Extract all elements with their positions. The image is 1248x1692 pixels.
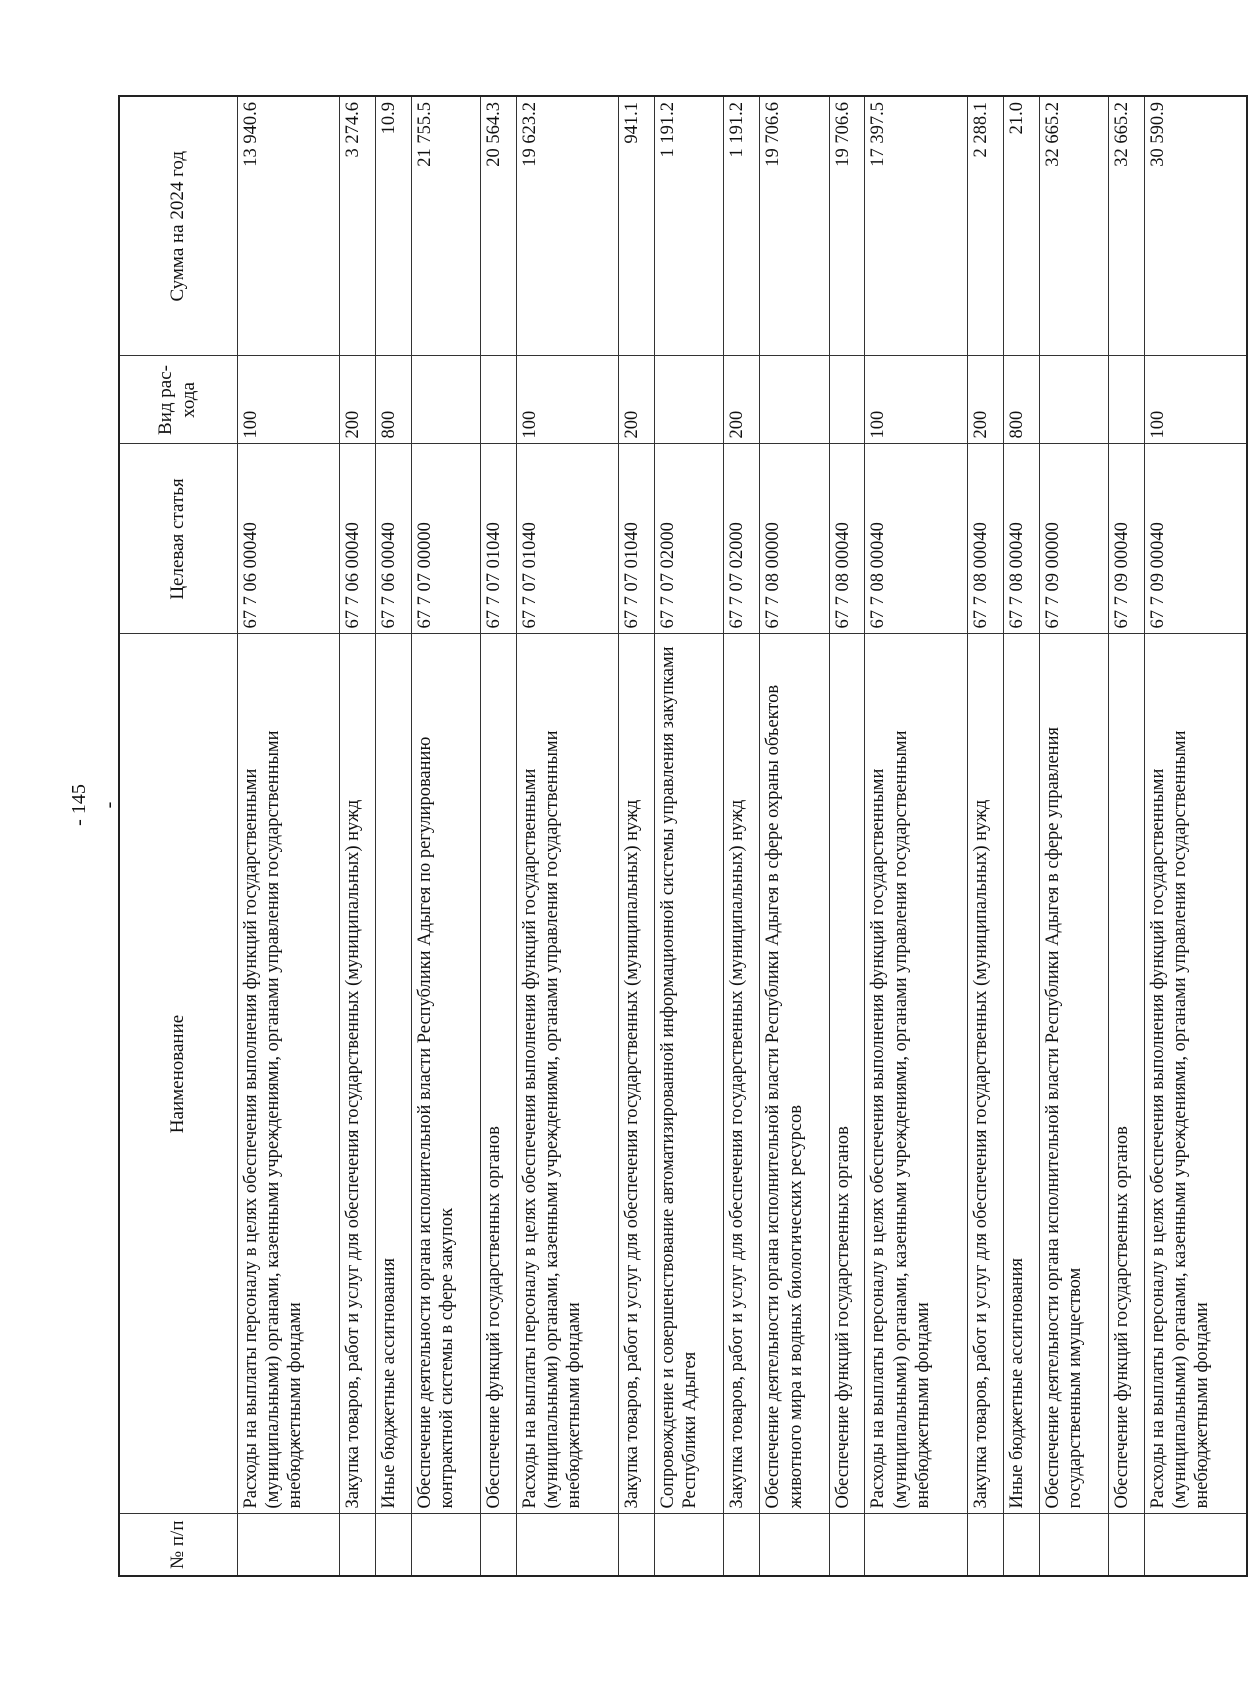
table-row [865,96,968,1576]
row-kind-cell: 100 [1144,356,1247,444]
row-name-cell: Закупка товаров, работ и услуг для обеспечения государственных (муниципальных) нужд [724,634,760,1514]
table-row [480,96,516,1576]
row-kind-cell: 200 [967,356,1003,444]
row-name-cell: Обеспечение функций государственных органов [480,634,516,1514]
row-sum-cell: 19 706.6 [829,96,865,356]
row-name-cell: Обеспечение деятельности органа исполнительной власти Республики Адыгея в сфере охраны объектов животного мира и водных биологических ресурсов [760,634,829,1514]
row-sum-cell: 19 706.6 [760,96,829,356]
row-code-cell: 67 7 08 00000 [760,444,829,634]
row-name-cell: Расходы на выплаты персоналу в целях обеспечения выполнения функций государственными (муниципальными) органами, казенными учреждениями, органами управления государственными внебюджетными фондами [1144,634,1247,1514]
row-num-cell [967,1514,1003,1576]
table-row [1144,96,1247,1576]
row-kind-cell [760,356,829,444]
row-code-cell: 67 7 07 00000 [411,444,480,634]
header-sum: Сумма на 2024 год [119,96,237,356]
row-sum-cell: 1 191.2 [655,96,724,356]
row-num-cell [480,1514,516,1576]
header-num: № п/п [119,1514,237,1576]
table-row [340,96,376,1576]
row-code-cell: 67 7 08 00040 [829,444,865,634]
row-sum-cell: 20 564.3 [480,96,516,356]
row-num-cell [829,1514,865,1576]
row-name-cell: Закупка товаров, работ и услуг для обеспечения государственных (муниципальных) нужд [619,634,655,1514]
table-row [967,96,1003,1576]
row-sum-cell: 17 397.5 [865,96,968,356]
row-sum-cell: 10.9 [375,96,411,356]
row-name-cell: Обеспечение функций государственных органов [829,634,865,1514]
row-name-cell: Сопровождение и совершенствование автоматизированной информационной системы управления закупками Республики Адыгея [655,634,724,1514]
table-row [237,96,340,1576]
table-row [411,96,480,1576]
row-kind-cell [655,356,724,444]
row-num-cell [237,1514,340,1576]
row-sum-cell: 32 665.2 [1108,96,1144,356]
row-kind-cell: 800 [1003,356,1039,444]
header-code: Целевая статья [119,444,237,634]
row-code-cell: 67 7 08 00040 [967,444,1003,634]
row-sum-cell: 941.1 [619,96,655,356]
row-num-cell [340,1514,376,1576]
row-name-cell: Иные бюджетные ассигнования [375,634,411,1514]
row-sum-cell: 21 755.5 [411,96,480,356]
row-code-cell: 67 7 09 00000 [1039,444,1108,634]
header-name: Наименование [119,634,237,1514]
row-kind-cell: 100 [237,356,340,444]
row-name-cell: Иные бюджетные ассигнования [1003,634,1039,1514]
row-sum-cell: 32 665.2 [1039,96,1108,356]
row-kind-cell: 200 [724,356,760,444]
row-name-cell: Расходы на выплаты персоналу в целях обеспечения выполнения функций государственными (муниципальными) органами, казенными учреждениями, органами управления государственными внебюджетными фондами [237,634,340,1514]
row-kind-cell: 100 [865,356,968,444]
row-kind-cell [1039,356,1108,444]
row-sum-cell: 21.0 [1003,96,1039,356]
row-code-cell: 67 7 06 00040 [237,444,340,634]
row-num-cell [375,1514,411,1576]
row-code-cell: 67 7 06 00040 [340,444,376,634]
row-name-cell: Расходы на выплаты персоналу в целях обеспечения выполнения функций государственными (муниципальными) органами, казенными учреждениями, органами управления государственными внебюджетными фондами [865,634,968,1514]
table-row [619,96,655,1576]
row-sum-cell: 1 191.2 [724,96,760,356]
row-code-cell: 67 7 07 01040 [619,444,655,634]
row-num-cell [724,1514,760,1576]
row-kind-cell [411,356,480,444]
table-header-row [119,96,237,1576]
row-code-cell: 67 7 08 00040 [865,444,968,634]
row-sum-cell: 3 274.6 [340,96,376,356]
row-name-cell: Закупка товаров, работ и услуг для обеспечения государственных (муниципальных) нужд [340,634,376,1514]
row-name-cell: Обеспечение деятельности органа исполнительной власти Республики Адыгея в сфере управления государственным имуществом [1039,634,1108,1514]
row-code-cell: 67 7 06 00040 [375,444,411,634]
row-sum-cell: 19 623.2 [516,96,619,356]
table-row [516,96,619,1576]
row-code-cell: 67 7 08 00040 [1003,444,1039,634]
table-row [724,96,760,1576]
row-code-cell: 67 7 09 00040 [1144,444,1247,634]
row-kind-cell: 800 [375,356,411,444]
row-num-cell [760,1514,829,1576]
row-name-cell: Расходы на выплаты персоналу в целях обеспечения выполнения функций государственными (муниципальными) органами, казенными учреждениями, органами управления государственными внебюджетными фондами [516,634,619,1514]
table-row [1108,96,1144,1576]
row-sum-cell: 13 940.6 [237,96,340,356]
row-num-cell [411,1514,480,1576]
table-row [760,96,829,1576]
table-body [237,96,1247,1576]
row-name-cell: Обеспечение функций государственных органов [1108,634,1144,1514]
row-num-cell [1003,1514,1039,1576]
row-code-cell: 67 7 07 02000 [655,444,724,634]
row-code-cell: 67 7 09 00040 [1108,444,1144,634]
page-number: - 145 - [68,784,120,826]
table-row [1039,96,1108,1576]
table-row [375,96,411,1576]
row-kind-cell: 200 [340,356,376,444]
header-kind: Вид рас-хода [119,356,237,444]
row-num-cell [1108,1514,1144,1576]
row-kind-cell [480,356,516,444]
row-name-cell: Обеспечение деятельности органа исполнительной власти Республики Адыгея по регулированию контрактной системы в сфере закупок [411,634,480,1514]
row-code-cell: 67 7 07 01040 [480,444,516,634]
row-name-cell: Закупка товаров, работ и услуг для обеспечения государственных (муниципальных) нужд [967,634,1003,1514]
row-num-cell [1144,1514,1247,1576]
row-sum-cell: 30 590.9 [1144,96,1247,356]
rotated-table-wrapper [118,97,1248,1577]
row-num-cell [1039,1514,1108,1576]
row-kind-cell [1108,356,1144,444]
table-row [1003,96,1039,1576]
row-kind-cell [829,356,865,444]
row-num-cell [655,1514,724,1576]
budget-table [118,95,1248,1577]
row-num-cell [865,1514,968,1576]
row-code-cell: 67 7 07 01040 [516,444,619,634]
row-kind-cell: 100 [516,356,619,444]
row-sum-cell: 2 288.1 [967,96,1003,356]
table-row [655,96,724,1576]
table-row [829,96,865,1576]
row-kind-cell: 200 [619,356,655,444]
row-code-cell: 67 7 07 02000 [724,444,760,634]
row-num-cell [619,1514,655,1576]
row-num-cell [516,1514,619,1576]
